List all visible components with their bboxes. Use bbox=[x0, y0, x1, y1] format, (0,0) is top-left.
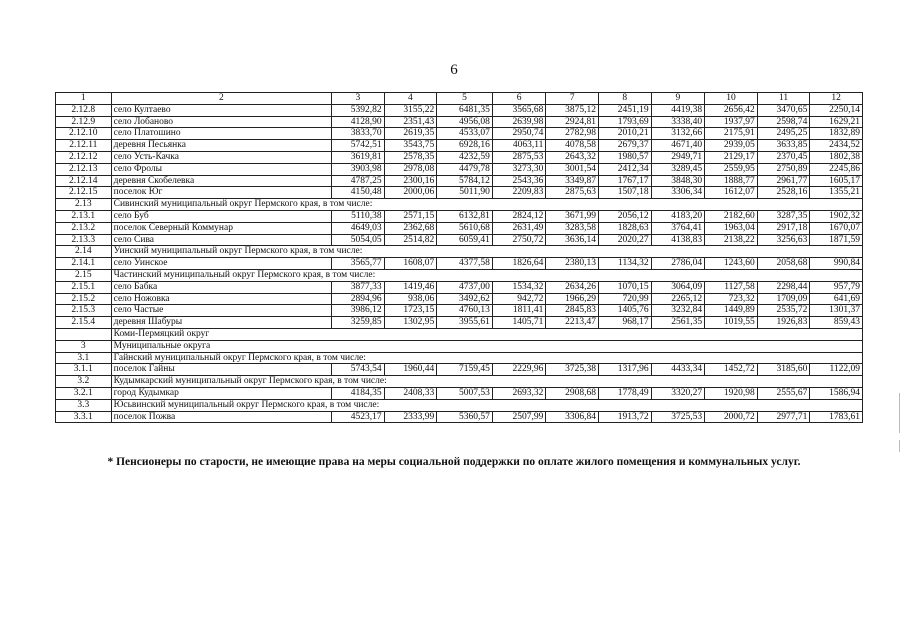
value-cell: 3848,30 bbox=[651, 175, 705, 187]
scan-margin-mark bbox=[899, 440, 900, 452]
value-cell: 2578,35 bbox=[384, 151, 437, 163]
value-cell: 1793,69 bbox=[599, 116, 652, 128]
value-cell: 1070,15 bbox=[599, 281, 652, 293]
row-code: 2.14 bbox=[56, 246, 112, 258]
value-cell: 3725,53 bbox=[651, 411, 705, 423]
settlement-name: село Усть-Качка bbox=[111, 151, 331, 163]
value-cell: 1122,09 bbox=[810, 364, 863, 376]
value-cell: 2571,15 bbox=[384, 210, 437, 222]
settlement-name: село Сива bbox=[111, 234, 331, 246]
row-code: 3.1.1 bbox=[56, 364, 112, 376]
column-header: 9 bbox=[651, 93, 705, 105]
value-cell: 2824,12 bbox=[492, 210, 546, 222]
table-row bbox=[56, 364, 863, 376]
value-cell: 1783,61 bbox=[810, 411, 863, 423]
column-header: 2 bbox=[111, 93, 331, 105]
value-cell: 4232,59 bbox=[437, 151, 493, 163]
value-cell: 2250,14 bbox=[810, 104, 863, 116]
section-title: Уинский муниципальный округ Пермского края, в том числе: bbox=[111, 246, 862, 258]
value-cell: 1966,29 bbox=[546, 293, 599, 305]
column-header: 10 bbox=[705, 93, 758, 105]
column-header: 11 bbox=[757, 93, 810, 105]
section-row bbox=[56, 340, 863, 352]
row-code: 2.15.4 bbox=[56, 317, 112, 329]
table-body bbox=[56, 104, 863, 423]
value-cell: 2750,72 bbox=[492, 234, 546, 246]
column-header: 8 bbox=[599, 93, 652, 105]
row-code: 2.15.1 bbox=[56, 281, 112, 293]
row-code: 2.12.11 bbox=[56, 140, 112, 152]
value-cell: 1670,07 bbox=[810, 222, 863, 234]
value-cell: 1709,09 bbox=[757, 293, 810, 305]
settlement-name: село Фролы bbox=[111, 163, 331, 175]
value-cell: 3725,38 bbox=[546, 364, 599, 376]
value-cell: 4787,25 bbox=[332, 175, 385, 187]
value-cell: 1507,18 bbox=[599, 187, 652, 199]
row-code: 2.15 bbox=[56, 269, 112, 281]
value-cell: 1778,49 bbox=[599, 387, 652, 399]
value-cell: 2598,74 bbox=[757, 116, 810, 128]
value-cell: 2245,86 bbox=[810, 163, 863, 175]
value-cell: 2434,52 bbox=[810, 140, 863, 152]
value-cell: 2679,37 bbox=[599, 140, 652, 152]
value-cell: 3671,99 bbox=[546, 210, 599, 222]
column-header: 4 bbox=[384, 93, 437, 105]
row-code: 2.12.15 bbox=[56, 187, 112, 199]
value-cell: 2786,04 bbox=[651, 258, 705, 270]
value-cell: 859,43 bbox=[810, 317, 863, 329]
value-cell: 1243,60 bbox=[705, 258, 758, 270]
value-cell: 5742,51 bbox=[332, 140, 385, 152]
settlement-name: поселок Пожва bbox=[111, 411, 331, 423]
value-cell: 2514,82 bbox=[384, 234, 437, 246]
value-cell: 5054,05 bbox=[332, 234, 385, 246]
value-cell: 3349,87 bbox=[546, 175, 599, 187]
value-cell: 1913,72 bbox=[599, 411, 652, 423]
value-cell: 4737,00 bbox=[437, 281, 493, 293]
value-cell: 4184,35 bbox=[332, 387, 385, 399]
value-cell: 1612,07 bbox=[705, 187, 758, 199]
value-cell: 1920,98 bbox=[705, 387, 758, 399]
value-cell: 1960,44 bbox=[384, 364, 437, 376]
value-cell: 2535,72 bbox=[757, 305, 810, 317]
value-cell: 2000,72 bbox=[705, 411, 758, 423]
table-row bbox=[56, 317, 863, 329]
value-cell: 3492,62 bbox=[437, 293, 493, 305]
row-code: 2.12.9 bbox=[56, 116, 112, 128]
value-cell: 5007,53 bbox=[437, 387, 493, 399]
value-cell: 2138,22 bbox=[705, 234, 758, 246]
value-cell: 3875,12 bbox=[546, 104, 599, 116]
value-cell: 5360,57 bbox=[437, 411, 493, 423]
value-cell: 3259,85 bbox=[332, 317, 385, 329]
settlement-name: село Буб bbox=[111, 210, 331, 222]
row-code: 3.2.1 bbox=[56, 387, 112, 399]
table-row bbox=[56, 411, 863, 423]
section-row bbox=[56, 399, 863, 411]
value-cell: 4533,07 bbox=[437, 128, 493, 140]
value-cell: 3132,66 bbox=[651, 128, 705, 140]
value-cell: 3565,68 bbox=[492, 104, 546, 116]
value-cell: 3287,35 bbox=[757, 210, 810, 222]
value-cell: 3633,85 bbox=[757, 140, 810, 152]
value-cell: 2229,96 bbox=[492, 364, 546, 376]
value-cell: 2209,83 bbox=[492, 187, 546, 199]
section-title: Муниципальные округа bbox=[111, 340, 862, 352]
value-cell: 3232,84 bbox=[651, 305, 705, 317]
table-row bbox=[56, 187, 863, 199]
settlement-name: село Култаево bbox=[111, 104, 331, 116]
value-cell: 1811,41 bbox=[492, 305, 546, 317]
table-row bbox=[56, 128, 863, 140]
table-row bbox=[56, 258, 863, 270]
value-cell: 720,99 bbox=[599, 293, 652, 305]
value-cell: 938,06 bbox=[384, 293, 437, 305]
column-header: 12 bbox=[810, 93, 863, 105]
value-cell: 5784,12 bbox=[437, 175, 493, 187]
value-cell: 3636,14 bbox=[546, 234, 599, 246]
section-title: Сивинский муниципальный округ Пермского края, в том числе: bbox=[111, 199, 862, 211]
value-cell: 2000,06 bbox=[384, 187, 437, 199]
value-cell: 1828,63 bbox=[599, 222, 652, 234]
value-cell: 2750,89 bbox=[757, 163, 810, 175]
settlement-name: село Уинское bbox=[111, 258, 331, 270]
value-cell: 2950,74 bbox=[492, 128, 546, 140]
table-row bbox=[56, 293, 863, 305]
value-cell: 2634,26 bbox=[546, 281, 599, 293]
value-cell: 2917,18 bbox=[757, 222, 810, 234]
row-code: 2.12.10 bbox=[56, 128, 112, 140]
value-cell: 2693,32 bbox=[492, 387, 546, 399]
settlement-name: село Бабка bbox=[111, 281, 331, 293]
table-row bbox=[56, 234, 863, 246]
value-cell: 1608,07 bbox=[384, 258, 437, 270]
value-cell: 2639,98 bbox=[492, 116, 546, 128]
value-cell: 2939,05 bbox=[705, 140, 758, 152]
section-title: Коми-Пермяцкий округ bbox=[111, 328, 862, 340]
row-code: 2.13.1 bbox=[56, 210, 112, 222]
value-cell: 2561,35 bbox=[651, 317, 705, 329]
value-cell: 3877,33 bbox=[332, 281, 385, 293]
value-cell: 4138,83 bbox=[651, 234, 705, 246]
value-cell: 2977,71 bbox=[757, 411, 810, 423]
value-cell: 2507,99 bbox=[492, 411, 546, 423]
row-code: 3.2 bbox=[56, 376, 112, 388]
value-cell: 3543,75 bbox=[384, 140, 437, 152]
value-cell: 3986,12 bbox=[332, 305, 385, 317]
value-cell: 2175,91 bbox=[705, 128, 758, 140]
value-cell: 2020,27 bbox=[599, 234, 652, 246]
table-row bbox=[56, 151, 863, 163]
row-code: 2.13.2 bbox=[56, 222, 112, 234]
section-row bbox=[56, 376, 863, 388]
value-cell: 1586,94 bbox=[810, 387, 863, 399]
value-cell: 2631,49 bbox=[492, 222, 546, 234]
value-cell: 2182,60 bbox=[705, 210, 758, 222]
value-cell: 2380,13 bbox=[546, 258, 599, 270]
value-cell: 1871,59 bbox=[810, 234, 863, 246]
settlement-name: село Лобаново bbox=[111, 116, 331, 128]
row-code bbox=[56, 328, 112, 340]
value-cell: 3064,09 bbox=[651, 281, 705, 293]
value-cell: 4956,08 bbox=[437, 116, 493, 128]
value-cell: 2300,16 bbox=[384, 175, 437, 187]
section-row bbox=[56, 269, 863, 281]
table-row bbox=[56, 387, 863, 399]
value-cell: 1888,77 bbox=[705, 175, 758, 187]
value-cell: 2298,44 bbox=[757, 281, 810, 293]
value-cell: 7159,45 bbox=[437, 364, 493, 376]
value-cell: 2949,71 bbox=[651, 151, 705, 163]
value-cell: 2924,81 bbox=[546, 116, 599, 128]
value-cell: 1832,89 bbox=[810, 128, 863, 140]
table-row bbox=[56, 163, 863, 175]
value-cell: 3306,34 bbox=[651, 187, 705, 199]
value-cell: 942,72 bbox=[492, 293, 546, 305]
value-cell: 1802,38 bbox=[810, 151, 863, 163]
column-header: 3 bbox=[332, 93, 385, 105]
value-cell: 1355,21 bbox=[810, 187, 863, 199]
column-header: 5 bbox=[437, 93, 493, 105]
value-cell: 3833,70 bbox=[332, 128, 385, 140]
value-cell: 3001,54 bbox=[546, 163, 599, 175]
value-cell: 1301,37 bbox=[810, 305, 863, 317]
table-header-row bbox=[56, 93, 863, 105]
row-code: 2.13.3 bbox=[56, 234, 112, 246]
value-cell: 2056,12 bbox=[599, 210, 652, 222]
value-cell: 3470,65 bbox=[757, 104, 810, 116]
value-cell: 3338,40 bbox=[651, 116, 705, 128]
value-cell: 1767,17 bbox=[599, 175, 652, 187]
value-cell: 3185,60 bbox=[757, 364, 810, 376]
pension-data-table bbox=[55, 92, 863, 423]
value-cell: 2543,36 bbox=[492, 175, 546, 187]
value-cell: 2010,21 bbox=[599, 128, 652, 140]
row-code: 3.3 bbox=[56, 399, 112, 411]
page-number: 6 bbox=[450, 62, 458, 78]
value-cell: 3565,77 bbox=[332, 258, 385, 270]
value-cell: 2875,53 bbox=[492, 151, 546, 163]
section-row bbox=[56, 352, 863, 364]
value-cell: 3289,45 bbox=[651, 163, 705, 175]
value-cell: 3306,84 bbox=[546, 411, 599, 423]
value-cell: 4128,90 bbox=[332, 116, 385, 128]
value-cell: 3283,58 bbox=[546, 222, 599, 234]
value-cell: 723,32 bbox=[705, 293, 758, 305]
value-cell: 2129,17 bbox=[705, 151, 758, 163]
row-code: 3.1 bbox=[56, 352, 112, 364]
value-cell: 4433,34 bbox=[651, 364, 705, 376]
value-cell: 1902,32 bbox=[810, 210, 863, 222]
row-code: 2.14.1 bbox=[56, 258, 112, 270]
value-cell: 1449,89 bbox=[705, 305, 758, 317]
column-header: 1 bbox=[56, 93, 112, 105]
row-code: 2.13 bbox=[56, 199, 112, 211]
value-cell: 2978,08 bbox=[384, 163, 437, 175]
value-cell: 2408,33 bbox=[384, 387, 437, 399]
value-cell: 968,17 bbox=[599, 317, 652, 329]
column-header: 6 bbox=[492, 93, 546, 105]
row-code: 2.12.8 bbox=[56, 104, 112, 116]
value-cell: 2058,68 bbox=[757, 258, 810, 270]
table-row bbox=[56, 281, 863, 293]
value-cell: 6481,35 bbox=[437, 104, 493, 116]
value-cell: 1405,71 bbox=[492, 317, 546, 329]
value-cell: 2495,25 bbox=[757, 128, 810, 140]
row-code: 3 bbox=[56, 340, 112, 352]
value-cell: 4419,38 bbox=[651, 104, 705, 116]
value-cell: 2451,19 bbox=[599, 104, 652, 116]
table-row bbox=[56, 140, 863, 152]
value-cell: 2265,12 bbox=[651, 293, 705, 305]
settlement-name: село Ножовка bbox=[111, 293, 331, 305]
value-cell: 3155,22 bbox=[384, 104, 437, 116]
row-code: 2.12.14 bbox=[56, 175, 112, 187]
section-row bbox=[56, 199, 863, 211]
value-cell: 1019,55 bbox=[705, 317, 758, 329]
value-cell: 641,69 bbox=[810, 293, 863, 305]
value-cell: 6928,16 bbox=[437, 140, 493, 152]
section-title: Кудымкарский муниципальный округ Пермского края, в том числе: bbox=[111, 376, 862, 388]
value-cell: 2351,43 bbox=[384, 116, 437, 128]
section-title: Юсьвинский муниципальный округ Пермского края, в том числе: bbox=[111, 399, 862, 411]
value-cell: 3619,81 bbox=[332, 151, 385, 163]
value-cell: 2656,42 bbox=[705, 104, 758, 116]
value-cell: 2643,32 bbox=[546, 151, 599, 163]
value-cell: 1452,72 bbox=[705, 364, 758, 376]
value-cell: 4150,48 bbox=[332, 187, 385, 199]
value-cell: 1405,76 bbox=[599, 305, 652, 317]
value-cell: 3903,98 bbox=[332, 163, 385, 175]
value-cell: 2528,16 bbox=[757, 187, 810, 199]
value-cell: 2908,68 bbox=[546, 387, 599, 399]
value-cell: 1134,32 bbox=[599, 258, 652, 270]
value-cell: 2213,47 bbox=[546, 317, 599, 329]
value-cell: 957,79 bbox=[810, 281, 863, 293]
value-cell: 1302,95 bbox=[384, 317, 437, 329]
value-cell: 2362,68 bbox=[384, 222, 437, 234]
value-cell: 3273,30 bbox=[492, 163, 546, 175]
section-title: Частинский муниципальный округ Пермского края, в том числе: bbox=[111, 269, 862, 281]
row-code: 3.3.1 bbox=[56, 411, 112, 423]
settlement-name: село Частые bbox=[111, 305, 331, 317]
section-row bbox=[56, 328, 863, 340]
value-cell: 1926,83 bbox=[757, 317, 810, 329]
row-code: 2.12.12 bbox=[56, 151, 112, 163]
table-row bbox=[56, 116, 863, 128]
settlement-name: деревня Песьянка bbox=[111, 140, 331, 152]
value-cell: 1419,46 bbox=[384, 281, 437, 293]
section-title: Гайнский муниципальный округ Пермского края, в том числе: bbox=[111, 352, 862, 364]
value-cell: 2894,96 bbox=[332, 293, 385, 305]
value-cell: 1629,21 bbox=[810, 116, 863, 128]
value-cell: 3955,61 bbox=[437, 317, 493, 329]
row-code: 2.12.13 bbox=[56, 163, 112, 175]
value-cell: 4523,17 bbox=[332, 411, 385, 423]
value-cell: 4377,58 bbox=[437, 258, 493, 270]
table-row bbox=[56, 305, 863, 317]
column-header: 7 bbox=[546, 93, 599, 105]
value-cell: 4078,58 bbox=[546, 140, 599, 152]
value-cell: 2370,45 bbox=[757, 151, 810, 163]
value-cell: 4063,11 bbox=[492, 140, 546, 152]
value-cell: 2412,34 bbox=[599, 163, 652, 175]
section-row bbox=[56, 246, 863, 258]
value-cell: 6132,81 bbox=[437, 210, 493, 222]
value-cell: 5110,38 bbox=[332, 210, 385, 222]
value-cell: 1980,57 bbox=[599, 151, 652, 163]
settlement-name: город Кудымкар bbox=[111, 387, 331, 399]
settlement-name: поселок Гайны bbox=[111, 364, 331, 376]
value-cell: 3320,27 bbox=[651, 387, 705, 399]
value-cell: 6059,41 bbox=[437, 234, 493, 246]
value-cell: 1723,15 bbox=[384, 305, 437, 317]
value-cell: 2333,99 bbox=[384, 411, 437, 423]
value-cell: 3256,63 bbox=[757, 234, 810, 246]
value-cell: 1317,96 bbox=[599, 364, 652, 376]
value-cell: 4760,13 bbox=[437, 305, 493, 317]
value-cell: 2555,67 bbox=[757, 387, 810, 399]
value-cell: 1534,32 bbox=[492, 281, 546, 293]
value-cell: 2782,98 bbox=[546, 128, 599, 140]
settlement-name: село Платошино bbox=[111, 128, 331, 140]
value-cell: 1605,17 bbox=[810, 175, 863, 187]
table-row bbox=[56, 104, 863, 116]
value-cell: 4183,20 bbox=[651, 210, 705, 222]
value-cell: 4649,03 bbox=[332, 222, 385, 234]
value-cell: 1963,04 bbox=[705, 222, 758, 234]
value-cell: 1826,64 bbox=[492, 258, 546, 270]
value-cell: 990,84 bbox=[810, 258, 863, 270]
settlement-name: поселок Юг bbox=[111, 187, 331, 199]
footnote: * Пенсионеры по старости, не имеющие права на меры социальной поддержки по оплате жилого помещения и коммунальных услуг. bbox=[107, 456, 801, 468]
value-cell: 5392,82 bbox=[332, 104, 385, 116]
value-cell: 2559,95 bbox=[705, 163, 758, 175]
value-cell: 5743,54 bbox=[332, 364, 385, 376]
settlement-name: поселок Северный Коммунар bbox=[111, 222, 331, 234]
scan-margin-mark bbox=[899, 393, 900, 433]
value-cell: 3764,41 bbox=[651, 222, 705, 234]
value-cell: 5011,90 bbox=[437, 187, 493, 199]
value-cell: 1937,97 bbox=[705, 116, 758, 128]
table-row bbox=[56, 210, 863, 222]
value-cell: 4671,40 bbox=[651, 140, 705, 152]
table-row bbox=[56, 222, 863, 234]
table-row bbox=[56, 175, 863, 187]
value-cell: 1127,58 bbox=[705, 281, 758, 293]
value-cell: 2845,83 bbox=[546, 305, 599, 317]
settlement-name: деревня Шабуры bbox=[111, 317, 331, 329]
value-cell: 2619,35 bbox=[384, 128, 437, 140]
value-cell: 5610,68 bbox=[437, 222, 493, 234]
settlement-name: деревня Скобелевка bbox=[111, 175, 331, 187]
row-code: 2.15.3 bbox=[56, 305, 112, 317]
value-cell: 2875,63 bbox=[546, 187, 599, 199]
value-cell: 2961,77 bbox=[757, 175, 810, 187]
value-cell: 4479,78 bbox=[437, 163, 493, 175]
row-code: 2.15.2 bbox=[56, 293, 112, 305]
